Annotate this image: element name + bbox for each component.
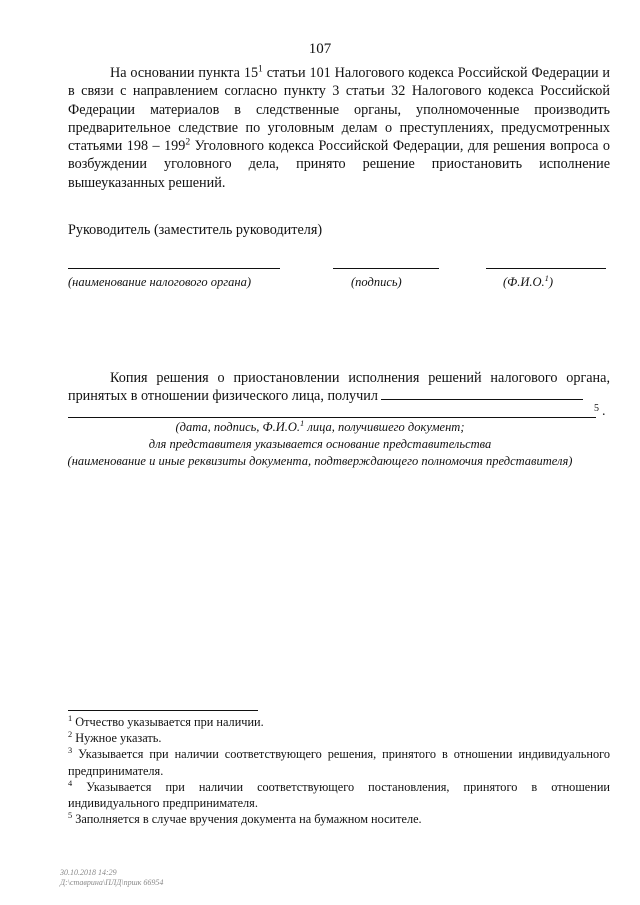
signature-caption: (подпись)	[351, 275, 402, 289]
line-end-period: .	[602, 404, 606, 419]
recipient-hint-1: (дата, подпись, Ф.И.О.$^1$ лица, получившего документ;	[175, 417, 465, 434]
footnote-separator	[68, 710, 258, 711]
main-paragraph: На основании пункта $15^1$ статьи 101 Налогового кодекса Российской Федерации и в связи с направлением согласно пункту 3 статьи 32 Налогового кодекса Российской Федерации материалов в следственные органы, уполномоченные производить предварительное следствие по уголовным делам о преступлениях, предусмотренных статьями $198 - 199^2$ Уголовного кодекса Российской Федерации, для решения вопроса о возбуждении уголовного дела, принято решение приостановить исполнение вышеуказанных решений.	[68, 63, 611, 191]
fio-line	[486, 268, 606, 269]
footnotes	[68, 714, 610, 827]
print-stamp-path: Д:\ставрина\ПЛД\пршк 66954	[60, 878, 164, 887]
tax-authority-line	[68, 268, 280, 269]
footnote-ref-5: 5	[594, 403, 599, 414]
signature-line	[333, 268, 439, 269]
fio-caption: (Ф.И.О.$^1$)	[503, 272, 554, 289]
print-stamp-date: 30.10.2018 14:29	[60, 868, 117, 877]
footnote-4: $^4$ Указывается при наличии соответствующего постановления, принятого в отношении индивидуального предпринимателя.	[68, 778, 610, 811]
copy-paragraph: Копия решения о приостановлении исполнения решений налогового органа, принятых в отношении физического лица, получил	[68, 370, 610, 405]
signer-label: Руководитель (заместитель руководителя)	[68, 222, 323, 238]
footnote-2: $^2$ Нужное указать.	[68, 730, 162, 746]
footnote-3: $^3$ Указывается при наличии соответствующего решения, принятого в отношении индивидуального предпринимателя.	[68, 746, 610, 778]
footnote-1: $^1$ Отчество указывается при наличии.	[68, 713, 264, 729]
footnote-5: $^5$ Заполняется в случае вручения документа на бумажном носителе.	[68, 811, 422, 827]
recipient-hint-3: (наименование и иные реквизиты документа, подтверждающего полномочия представителя)	[67, 454, 573, 468]
page-number: 107	[308, 41, 332, 57]
recipient-details-line	[68, 417, 596, 418]
recipient-hint-2: для представителя указывается основание представительства	[148, 437, 492, 451]
footnote-ref-2: 2	[185, 136, 191, 148]
footnote-ref-1: 1	[258, 63, 263, 75]
recipient-fill-line	[381, 387, 583, 400]
tax-authority-caption: (наименование налогового органа)	[68, 275, 251, 289]
